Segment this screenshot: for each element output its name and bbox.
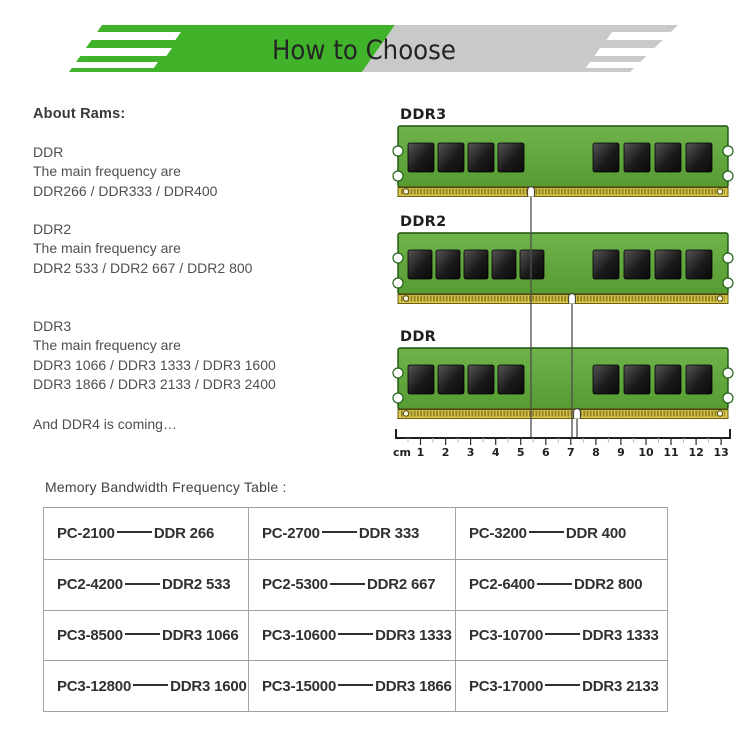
pc-rating: PC3-10700 <box>469 626 544 644</box>
svg-text:10: 10 <box>638 446 654 459</box>
svg-text:13: 13 <box>713 446 729 459</box>
ddr2-section <box>33 220 252 278</box>
ddr3-frequency-list-2: DDR3 1866 / DDR3 2133 / DDR3 2400 <box>33 375 276 392</box>
ruler-cm-ticks <box>421 438 722 445</box>
ddr-section-title: DDR <box>33 144 64 160</box>
dash-line <box>537 583 572 585</box>
ddr2-hole-left <box>403 296 408 301</box>
ddr-speed: DDR3 1333 <box>375 626 452 644</box>
ddr2-stick-label: DDR2 <box>400 214 447 230</box>
ddr3-key-notch <box>528 187 535 197</box>
ddr3-frequency-intro: The main frequency are <box>33 337 181 354</box>
table-cell <box>248 660 455 711</box>
ddr-frequency-list: DDR266 / DDR333 / DDR400 <box>33 182 218 199</box>
ddr4-footnote: And DDR4 is coming… <box>33 416 177 432</box>
about-rams-heading: About Rams: <box>33 106 126 122</box>
ddr3-section <box>33 317 276 394</box>
header-banner <box>0 0 750 100</box>
cm-ruler <box>393 429 731 459</box>
ddr-speed: DDR3 1066 <box>161 626 239 644</box>
svg-text:7: 7 <box>566 446 575 459</box>
svg-text:1: 1 <box>416 446 425 459</box>
svg-text:3: 3 <box>466 446 475 459</box>
ram-stick-ddr3 <box>393 107 733 197</box>
dash-line <box>545 633 580 635</box>
ddr-speed: DDR3 1866 <box>375 677 452 695</box>
ddr-frequency-intro: The main frequency are <box>33 163 181 180</box>
frequency-table-title: Memory Bandwidth Frequency Table : <box>45 479 287 495</box>
dash-line <box>125 633 160 635</box>
svg-text:2: 2 <box>441 446 450 459</box>
table-cell <box>455 660 667 711</box>
dash-line <box>529 531 564 533</box>
table-cell <box>455 610 667 661</box>
table-cell <box>44 610 248 661</box>
ddr-speed: DDR3 1333 <box>582 626 659 644</box>
dash-line <box>133 684 168 686</box>
svg-text:9: 9 <box>617 446 625 459</box>
ddr-key-notch <box>574 409 581 419</box>
pc-rating: PC-3200 <box>469 524 527 542</box>
table-cell <box>248 610 455 661</box>
pc-rating: PC3-8500 <box>57 626 123 644</box>
dash-line <box>545 684 580 686</box>
ruler-number-labels <box>417 446 729 459</box>
dash-line <box>322 531 357 533</box>
ddr3-stick-label: DDR3 <box>400 107 447 123</box>
svg-text:11: 11 <box>663 446 679 459</box>
ddr3-frequency-list-1: DDR3 1066 / DDR3 1333 / DDR3 1600 <box>33 356 276 373</box>
table-cell <box>44 660 248 711</box>
svg-text:12: 12 <box>688 446 704 459</box>
pc-rating: PC3-10600 <box>262 626 337 644</box>
table-cell <box>248 508 455 559</box>
table-cell <box>455 508 667 559</box>
ddr2-frequency-intro: The main frequency are <box>33 240 181 257</box>
dash-line <box>117 531 152 533</box>
ddr-stick-label: DDR <box>400 329 437 345</box>
table-cell <box>44 559 248 610</box>
dash-line <box>330 583 365 585</box>
table-cell <box>248 559 455 610</box>
ddr-speed: DDR2 667 <box>366 576 436 594</box>
ddr-speed: DDR3 1600 <box>170 677 247 695</box>
ddr2-hole-right <box>717 296 722 301</box>
ram-comparison-diagram <box>385 95 747 467</box>
page-title: How to Choose <box>272 35 456 66</box>
pc-rating: PC3-17000 <box>469 677 544 695</box>
dash-line <box>338 633 373 635</box>
ddr2-section-title: DDR2 <box>33 221 72 237</box>
ddr-speed: DDR2 800 <box>573 576 643 594</box>
ruler-unit-label: cm <box>393 446 411 459</box>
ddr-speed: DDR 333 <box>358 524 420 542</box>
ddr3-section-title: DDR3 <box>33 318 72 334</box>
ddr-speed: DDR2 533 <box>161 576 231 594</box>
ddr3-hole-left <box>403 189 408 194</box>
ddr-speed: DDR 266 <box>153 524 215 542</box>
pc-rating: PC2-4200 <box>57 576 123 594</box>
pc-rating: PC-2700 <box>262 524 320 542</box>
ram-stick-ddr2 <box>393 214 733 304</box>
pc-rating: PC3-15000 <box>262 677 337 695</box>
ddr-section <box>33 143 217 201</box>
svg-text:8: 8 <box>592 446 600 459</box>
ram-stick-ddr <box>393 329 733 419</box>
dash-line <box>125 583 160 585</box>
pc-rating: PC3-12800 <box>57 677 132 695</box>
memory-bandwidth-table <box>43 507 668 712</box>
pc-rating: PC-2100 <box>57 524 115 542</box>
ddr3-hole-right <box>717 189 722 194</box>
svg-text:4: 4 <box>491 446 500 459</box>
ddr-speed: DDR 400 <box>565 524 627 542</box>
pc-rating: PC2-6400 <box>469 576 535 594</box>
svg-text:6: 6 <box>541 446 550 459</box>
dash-line <box>338 684 373 686</box>
svg-text:5: 5 <box>516 446 525 459</box>
table-cell <box>44 508 248 559</box>
pc-rating: PC2-5300 <box>262 576 328 594</box>
ddr2-frequency-list: DDR2 533 / DDR2 667 / DDR2 800 <box>33 259 253 276</box>
ddr2-key-notch <box>569 294 576 304</box>
ddr-hole-left <box>403 411 408 416</box>
table-cell <box>455 559 667 610</box>
ddr-hole-right <box>717 411 722 416</box>
ddr-speed: DDR3 2133 <box>582 677 659 695</box>
